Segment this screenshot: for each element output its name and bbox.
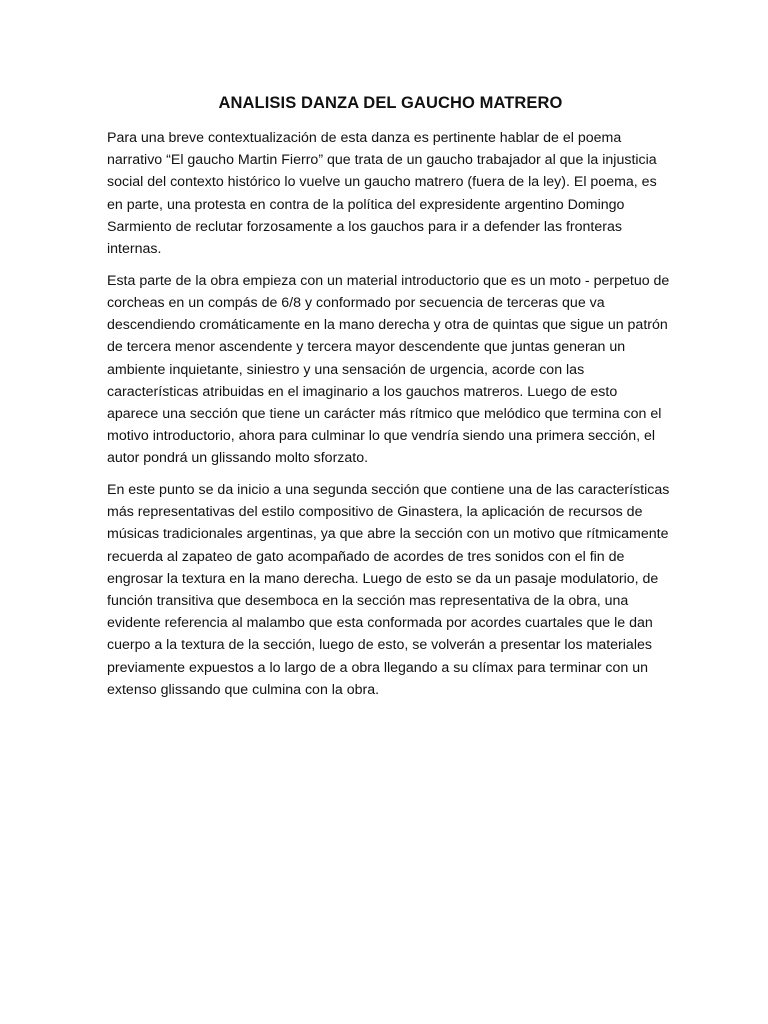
paragraph-context: Para una breve contextualización de esta danza es pertinente hablar de el poema narrativo “El gaucho Martin Fierro” que trata de un gaucho trabajador al que la injusticia social del contexto histórico lo vuelve un gaucho matrero (fuera de la ley). El poema, es en parte, una protesta en contra de la política del expresidente argentino Domingo Sarmiento de reclutar forzosamente a los gauchos para ir a defender las fronteras internas.	[107, 130, 657, 258]
paragraph-first-section: Esta parte de la obra empieza con un material introductorio que es un moto - perpetuo de corcheas en un compás de 6/8 y conformado por secuencia de terceras que va descendiendo cromáticamente en la mano derecha y otra de quintas que sigue un patrón de tercera menor ascendente y tercera mayor descendente que juntas generan un ambiente inquietante, siniestro y una sensación de urgencia, acorde con las características atribuidas en el imaginario a los gauchos matreros. Luego de esto aparece una sección que tiene un carácter más rítmico que melódico que termina con el motivo introductorio, ahora para culminar lo que vendría siendo una primera sección, el autor pondrá un glissando molto sforzato.	[107, 272, 670, 467]
document-title: ANALISIS DANZA DEL GAUCHO MATRERO	[218, 94, 563, 112]
paragraph-second-section: En este punto se da inicio a una segunda sección que contiene una de las características más representativas del estilo compositivo de Ginastera, la aplicación de recursos de músicas tradicionales argentinas, ya que abre la sección con un motivo que rítmicamente recuerda al zapateo de gato acompañado de acordes de tres sonidos con el fin de engrosar la textura en la mano derecha. Luego de esto se da un pasaje modulatorio, de función transitiva que desemboca en la sección mas representativa de la obra, una evidente referencia al malambo que esta conformada por acordes cuartales que le dan cuerpo a la textura de la sección, luego de esto, se volverán a presentar los materiales previamente expuestos a lo largo de a obra llegando a su clímax para terminar con un extenso glissando que culmina con la obra.	[107, 482, 670, 698]
